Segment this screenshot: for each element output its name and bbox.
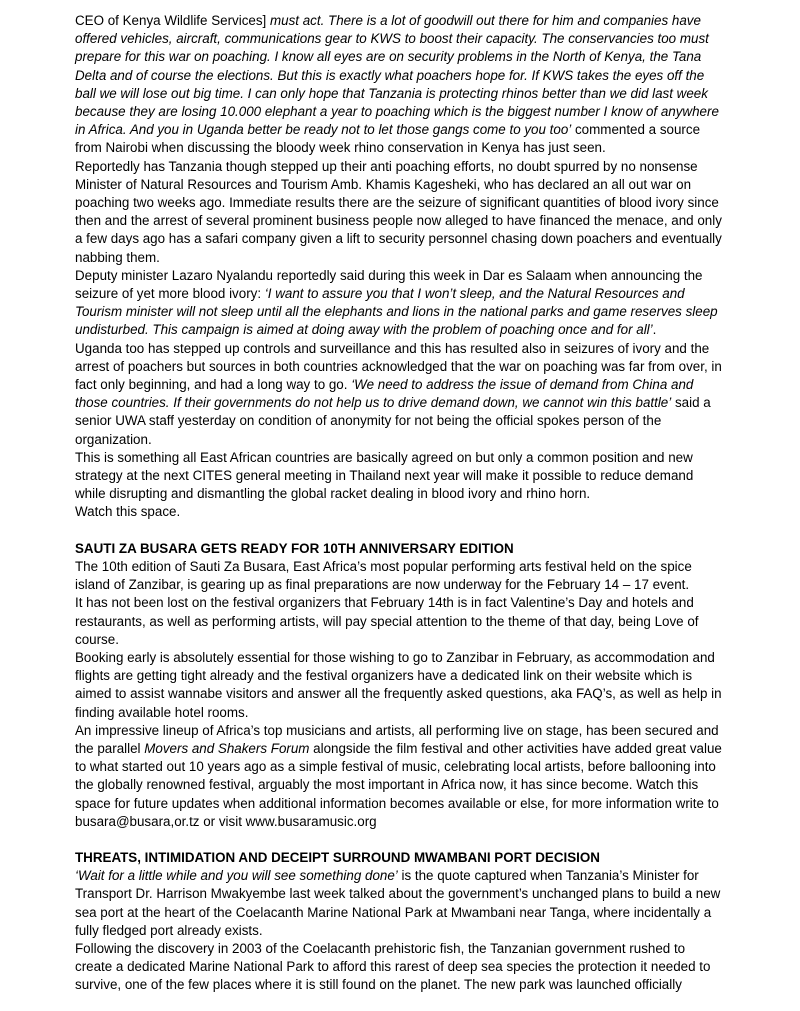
paragraph: Watch this space. (75, 504, 181, 520)
section-heading: THREATS, INTIMIDATION AND DECEIPT SURROUND MWAMBANI PORT DECISION (75, 849, 600, 865)
paragraph: Booking early is absolutely essential for those wishing to go to Zanzibar in February, as accommodation and flights are getting tight already and the festival organizers have a dedicated link on their website which is aimed to assist wannabe visitors and answer all the frequently asked questions, aka FAQ’s, as well as help in finding available hotel rooms. (75, 649, 722, 720)
paragraph: It has not been lost on the festival organizers that February 14th is in fact Valentine’s Day and hotels and restaurants, as well as performing artists, will pay special attention to the theme of that day, being Love of course. (75, 595, 699, 647)
section-heading: SAUTI ZA BUSARA GETS READY FOR 10TH ANNIVERSARY EDITION (75, 540, 514, 556)
paragraph-text: commented a source from Nairobi when discussing the bloody week rhino conservation in Kenya has just seen. (75, 122, 701, 156)
paragraph: Following the discovery in 2003 of the Coelacanth prehistoric fish, the Tanzanian government rushed to create a dedicated Marine National Park to afford this rarest of deep sea species the protection it needed to survive, one of the few places where it is still found on the planet. The new park was launched officially (75, 940, 711, 993)
paragraph: Reportedly has Tanzania though stepped up their anti poaching efforts, no doubt spurred by no nonsense Minister of Natural Resources and Tourism Amb. Khamis Kagesheki, who has declared an all out war on poaching two weeks ago. Immediate results there are the seizure of significant quantities of blood ivory since then and the arrest of several prominent business people now alleged to have financed the menace, and only a few days ago has a safari company given a lift to security personnel chasing down poachers and eventually nabbing them. (75, 158, 722, 265)
paragraph-text: . (652, 322, 657, 338)
section-poaching (75, 12, 726, 522)
section-sauti-za-busara (75, 540, 726, 831)
section-mwambani-port (75, 849, 726, 995)
paragraph (75, 340, 726, 449)
paragraph-text: Deputy minister Lazaro Nyalandu reportedly said during this week in Dar es Salaam when announcing the seizure of yet more blood ivory: (75, 267, 703, 302)
paragraph-text: alongside the film festival and other activities have added great value to what started out 10 years ago as a simple festival of music, celebrating local artists, before ballooning into the globally renowned festival, arguably the most important in Africa now, it has since become. Watch this space for future updates when additional information becomes available or else, for more information write to busara@busara,or.tz or visit www.busaramusic.org (75, 740, 722, 829)
paragraph-text: Uganda too has stepped up controls and surveillance and this has resulted also in seizures of ivory and the arrest of poachers but sources in both countries acknowledged that the war on poaching was far from over, in fact only beginning, and had a long way to go. (75, 340, 722, 393)
quote-text: ‘I want to assure you that I won’t sleep, and the Natural Resources and Tourism minister will not sleep until all the elephants and lions in the national parks and game reserves sleep undisturbed. This campaign is aimed at doing away with the problem of poaching once and for all’ (75, 286, 718, 338)
section-spacer (75, 522, 726, 540)
paragraph (75, 12, 726, 158)
section-spacer (75, 831, 726, 849)
quote-text: must act. There is a lot of goodwill out there for him and companies have offered vehicles, aircraft, communications gear to KWS to boost their capacity. The conservancies too must prepare for this war on poaching. I know all eyes are on security problems in the North of Kenya, the Tana Delta and of course the elections. But this is exactly what poachers hope for. If KWS takes the eyes off the ball we will lose out big time. I can only hope that Tanzania is protecting rhinos better than we did last week because they are losing 10.000 elephant a year to poaching which is the biggest number I know of anywhere in Africa. And you in Uganda better be ready not to let those gangs come to you too’ (75, 13, 719, 138)
forum-name: Movers and Shakers Forum (144, 740, 310, 756)
paragraph: This is something all East African countries are basically agreed on but only a common position and new strategy at the next CITES general meeting in Thailand next year will make it possible to reduce demand while disrupting and dismantling the global racket dealing in blood ivory and rhino horn. (75, 449, 694, 502)
quote-text: ‘We need to address the issue of demand from China and those countries. If their governments do not help us to drive demand down, we cannot win this battle’ (75, 377, 694, 411)
paragraph-text: CEO of Kenya Wildlife Services] (75, 13, 270, 28)
quote-text: ‘Wait for a little while and you will see something done’ (75, 868, 398, 884)
paragraph-text: said a senior UWA staff yesterday on condition of anonymity for not being the official spokes person of the organization. (75, 395, 711, 447)
paragraph-text: is the quote captured when Tanzania’s Minister for Transport Dr. Harrison Mwakyembe last week talked about the government’s unchanged plans to build a new sea port at the heart of the Coelacanth Marine National Park at Mwambani near Tanga, where incidentally a fully fledged port already exists. (75, 868, 721, 938)
paragraph-text: An impressive lineup of Africa’s top musicians and artists, all performing live on stage, has been secured and the parallel (75, 722, 719, 756)
paragraph (75, 867, 726, 940)
paragraph (75, 722, 726, 831)
paragraph: The 10th edition of Sauti Za Busara, East Africa’s most popular performing arts festival held on the spice island of Zanzibar, is gearing up as final preparations are now underway for the February 14 – 17 event. (75, 558, 692, 593)
paragraph (75, 267, 726, 340)
